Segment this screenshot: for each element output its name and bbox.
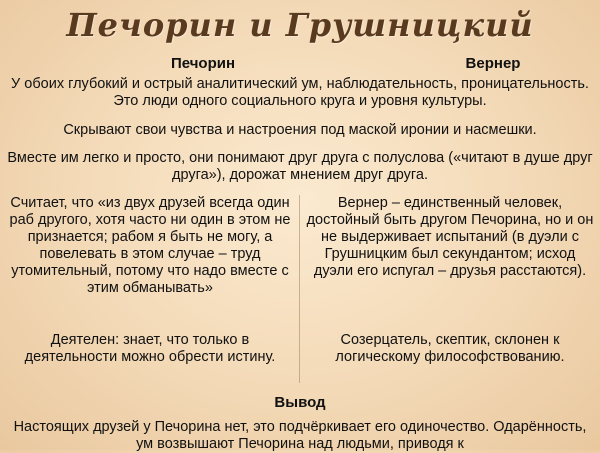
common-trait-2: Скрывают свои чувства и настроения под маской иронии и насмешки. [63,122,537,138]
conclusion-text: Настоящих друзей у Печорина нет, это подчёркивает его одиночество. Одарённость, ум возвышают Печорина над людьми, приводя к [13,419,587,452]
common-trait-3: Вместе им легко и просто, они понимают друг друга с полуслова («читают в душе друг друга»), дорожат мнением друг друга. [7,150,593,183]
verner-trait: Созерцатель, скептик, склонен к логическому философствованию. [335,332,565,365]
column-header-verner: Вернер [465,55,521,72]
common-trait-1: У обоих глубокий и острый аналитический ум, наблюдательность, проницательность. Это люди одного социального круга и уровня культуры. [11,76,589,109]
column-divider [299,195,300,383]
column-header-pechorin: Печорин [170,55,236,72]
slide-title: Печорин и Грушницкий [66,6,534,44]
verner-friendship-view: Вернер – единственный человек, достойный быть другом Печорина, но и он не выдерживает испытаний (в дуэли с Грушницким был секундантом; исход дуэли его испугал – друзья расстаются). [306,195,594,279]
conclusion-heading: Вывод [274,394,326,411]
pechorin-friendship-view: Считает, что «из двух друзей всегда один раб другого, хотя часто ни один в этом не признается; рабом я быть не могу, а повелевать в этом случае – труд утомительный, потому что надо вместе с этим обманывать» [9,195,291,296]
pechorin-trait: Деятелен: знает, что только в деятельности можно обрести истину. [24,332,276,365]
